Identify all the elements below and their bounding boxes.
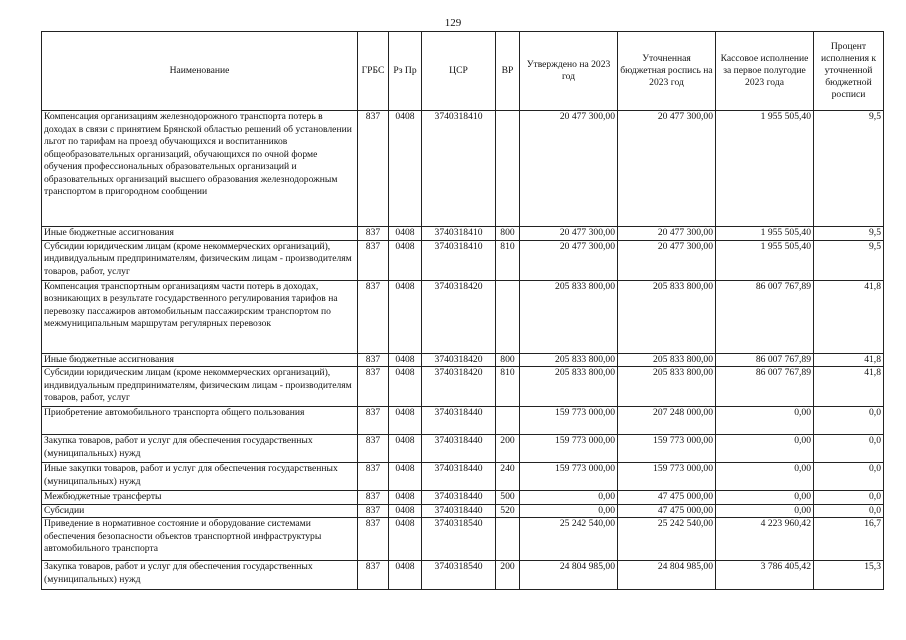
row-percent: 0,0 — [814, 435, 884, 463]
row-grbs: 837 — [358, 353, 389, 367]
row-refined: 205 833 800,00 — [618, 353, 716, 367]
row-refined: 207 248 000,00 — [618, 407, 716, 435]
row-approved: 205 833 800,00 — [520, 280, 618, 353]
row-name: Субсидии — [42, 504, 358, 518]
row-percent: 0,0 — [814, 463, 884, 491]
row-rzpr: 0408 — [389, 280, 422, 353]
row-rzpr: 0408 — [389, 561, 422, 590]
header-approved: Утверждено на 2023 год — [520, 32, 618, 111]
header-cash: Кассовое исполнение за первое полугодие 2023 года — [716, 32, 814, 111]
row-vr — [496, 407, 520, 435]
header-percent: Процент исполнения к уточненной бюджетной росписи — [814, 32, 884, 111]
row-csr: 3740318440 — [422, 407, 496, 435]
row-percent: 41,8 — [814, 367, 884, 407]
row-approved: 159 773 000,00 — [520, 407, 618, 435]
row-name: Субсидии юридическим лицам (кроме некоммерческих организаций), индивидуальным предпринимателям, физическим лицам - производителям товаров, работ, услуг — [42, 240, 358, 280]
row-approved: 159 773 000,00 — [520, 463, 618, 491]
row-name: Приобретение автомобильного транспорта общего пользования — [42, 407, 358, 435]
row-rzpr: 0408 — [389, 353, 422, 367]
table-row — [42, 227, 884, 241]
row-rzpr: 0408 — [389, 240, 422, 280]
row-csr: 3740318410 — [422, 240, 496, 280]
row-rzpr: 0408 — [389, 111, 422, 227]
row-approved: 205 833 800,00 — [520, 367, 618, 407]
header-grbs: ГРБС — [358, 32, 389, 111]
row-csr: 3740318440 — [422, 463, 496, 491]
row-name: Компенсация организациям железнодорожного транспорта потерь в доходах в связи с принятием Брянской областью решений об установлении льгот по тарифам на проезд обучающихся и воспитанников общеобразовательных организаций, обучающихся по очной форме обучения профессиональных образовательных организаций и образовательных организаций высшего образования железнодорожным транспортом в пригородном сообщении — [42, 111, 358, 227]
table-row — [42, 504, 884, 518]
row-name: Субсидии юридическим лицам (кроме некоммерческих организаций), индивидуальным предпринимателям, физическим лицам - производителям товаров, работ, услуг — [42, 367, 358, 407]
row-approved: 20 477 300,00 — [520, 111, 618, 227]
row-refined: 20 477 300,00 — [618, 240, 716, 280]
row-csr: 3740318440 — [422, 491, 496, 505]
row-csr: 3740318440 — [422, 504, 496, 518]
table-row — [42, 435, 884, 463]
row-percent: 41,8 — [814, 353, 884, 367]
table-row — [42, 561, 884, 590]
row-refined: 20 477 300,00 — [618, 111, 716, 227]
row-rzpr: 0408 — [389, 227, 422, 241]
row-vr: 800 — [496, 227, 520, 241]
row-vr: 810 — [496, 240, 520, 280]
row-cash: 0,00 — [716, 463, 814, 491]
row-name: Иные закупки товаров, работ и услуг для обеспечения государственных (муниципальных) нужд — [42, 463, 358, 491]
row-vr: 800 — [496, 353, 520, 367]
table-row — [42, 407, 884, 435]
row-name: Компенсация транспортным организациям части потерь в доходах, возникающих в результате государственного регулирования тарифов на перевозку пассажиров автомобильным пассажирским транспортом по межмуниципальным маршрутам регулярных перевозок — [42, 280, 358, 353]
row-approved: 159 773 000,00 — [520, 435, 618, 463]
row-vr — [496, 111, 520, 227]
row-cash: 3 786 405,42 — [716, 561, 814, 590]
row-vr — [496, 518, 520, 561]
row-grbs: 837 — [358, 227, 389, 241]
row-percent: 0,0 — [814, 504, 884, 518]
row-rzpr: 0408 — [389, 367, 422, 407]
row-rzpr: 0408 — [389, 435, 422, 463]
row-rzpr: 0408 — [389, 504, 422, 518]
row-percent: 41,8 — [814, 280, 884, 353]
row-grbs: 837 — [358, 504, 389, 518]
row-name: Иные бюджетные ассигнования — [42, 353, 358, 367]
row-cash: 1 955 505,40 — [716, 240, 814, 280]
row-csr: 3740318420 — [422, 353, 496, 367]
header-refined: Уточненная бюджетная роспись на 2023 год — [618, 32, 716, 111]
row-csr: 3740318420 — [422, 367, 496, 407]
row-approved: 20 477 300,00 — [520, 240, 618, 280]
row-cash: 1 955 505,40 — [716, 227, 814, 241]
row-percent: 0,0 — [814, 491, 884, 505]
row-approved: 0,00 — [520, 491, 618, 505]
row-cash: 0,00 — [716, 504, 814, 518]
row-vr: 200 — [496, 561, 520, 590]
table-row — [42, 491, 884, 505]
row-refined: 20 477 300,00 — [618, 227, 716, 241]
header-vr: ВР — [496, 32, 520, 111]
row-cash: 86 007 767,89 — [716, 353, 814, 367]
row-name: Приведение в нормативное состояние и оборудование системами обеспечения безопасности объектов транспортной инфраструктуры автомобильного транспорта — [42, 518, 358, 561]
row-csr: 3740318410 — [422, 111, 496, 227]
row-rzpr: 0408 — [389, 407, 422, 435]
row-grbs: 837 — [358, 518, 389, 561]
row-refined: 205 833 800,00 — [618, 280, 716, 353]
row-refined: 24 804 985,00 — [618, 561, 716, 590]
row-vr: 240 — [496, 463, 520, 491]
row-vr: 200 — [496, 435, 520, 463]
row-rzpr: 0408 — [389, 518, 422, 561]
row-approved: 20 477 300,00 — [520, 227, 618, 241]
header-name: Наименование — [42, 32, 358, 111]
row-refined: 205 833 800,00 — [618, 367, 716, 407]
row-refined: 159 773 000,00 — [618, 463, 716, 491]
row-name: Закупка товаров, работ и услуг для обеспечения государственных (муниципальных) нужд — [42, 435, 358, 463]
row-name: Закупка товаров, работ и услуг для обеспечения государственных (муниципальных) нужд — [42, 561, 358, 590]
row-grbs: 837 — [358, 491, 389, 505]
row-refined: 47 475 000,00 — [618, 504, 716, 518]
row-approved: 24 804 985,00 — [520, 561, 618, 590]
row-percent: 9,5 — [814, 111, 884, 227]
row-cash: 1 955 505,40 — [716, 111, 814, 227]
header-csr: ЦСР — [422, 32, 496, 111]
row-refined: 25 242 540,00 — [618, 518, 716, 561]
row-grbs: 837 — [358, 561, 389, 590]
row-grbs: 837 — [358, 111, 389, 227]
row-grbs: 837 — [358, 367, 389, 407]
table-row — [42, 353, 884, 367]
header-rzpr: Рз Пр — [389, 32, 422, 111]
row-percent: 9,5 — [814, 240, 884, 280]
table-row — [42, 280, 884, 353]
row-percent: 0,0 — [814, 407, 884, 435]
row-percent: 16,7 — [814, 518, 884, 561]
table-row — [42, 240, 884, 280]
row-percent: 15,3 — [814, 561, 884, 590]
row-percent: 9,5 — [814, 227, 884, 241]
row-name: Иные бюджетные ассигнования — [42, 227, 358, 241]
row-grbs: 837 — [358, 280, 389, 353]
row-csr: 3740318540 — [422, 561, 496, 590]
row-cash: 86 007 767,89 — [716, 280, 814, 353]
row-cash: 0,00 — [716, 435, 814, 463]
row-vr — [496, 280, 520, 353]
row-rzpr: 0408 — [389, 491, 422, 505]
row-approved: 25 242 540,00 — [520, 518, 618, 561]
row-cash: 4 223 960,42 — [716, 518, 814, 561]
row-csr: 3740318420 — [422, 280, 496, 353]
table-row — [42, 518, 884, 561]
row-vr: 500 — [496, 491, 520, 505]
row-rzpr: 0408 — [389, 463, 422, 491]
row-grbs: 837 — [358, 463, 389, 491]
row-grbs: 837 — [358, 435, 389, 463]
row-csr: 3740318410 — [422, 227, 496, 241]
row-cash: 0,00 — [716, 407, 814, 435]
table-row — [42, 367, 884, 407]
row-approved: 0,00 — [520, 504, 618, 518]
row-refined: 47 475 000,00 — [618, 491, 716, 505]
row-approved: 205 833 800,00 — [520, 353, 618, 367]
table-row — [42, 111, 884, 227]
row-cash: 0,00 — [716, 491, 814, 505]
row-grbs: 837 — [358, 240, 389, 280]
row-grbs: 837 — [358, 407, 389, 435]
row-refined: 159 773 000,00 — [618, 435, 716, 463]
row-csr: 3740318440 — [422, 435, 496, 463]
row-vr: 810 — [496, 367, 520, 407]
row-name: Межбюджетные трансферты — [42, 491, 358, 505]
table-row — [42, 463, 884, 491]
budget-table — [41, 31, 884, 590]
table-header-row — [42, 32, 884, 111]
row-vr: 520 — [496, 504, 520, 518]
row-csr: 3740318540 — [422, 518, 496, 561]
page-number: 129 — [444, 17, 462, 29]
row-cash: 86 007 767,89 — [716, 367, 814, 407]
